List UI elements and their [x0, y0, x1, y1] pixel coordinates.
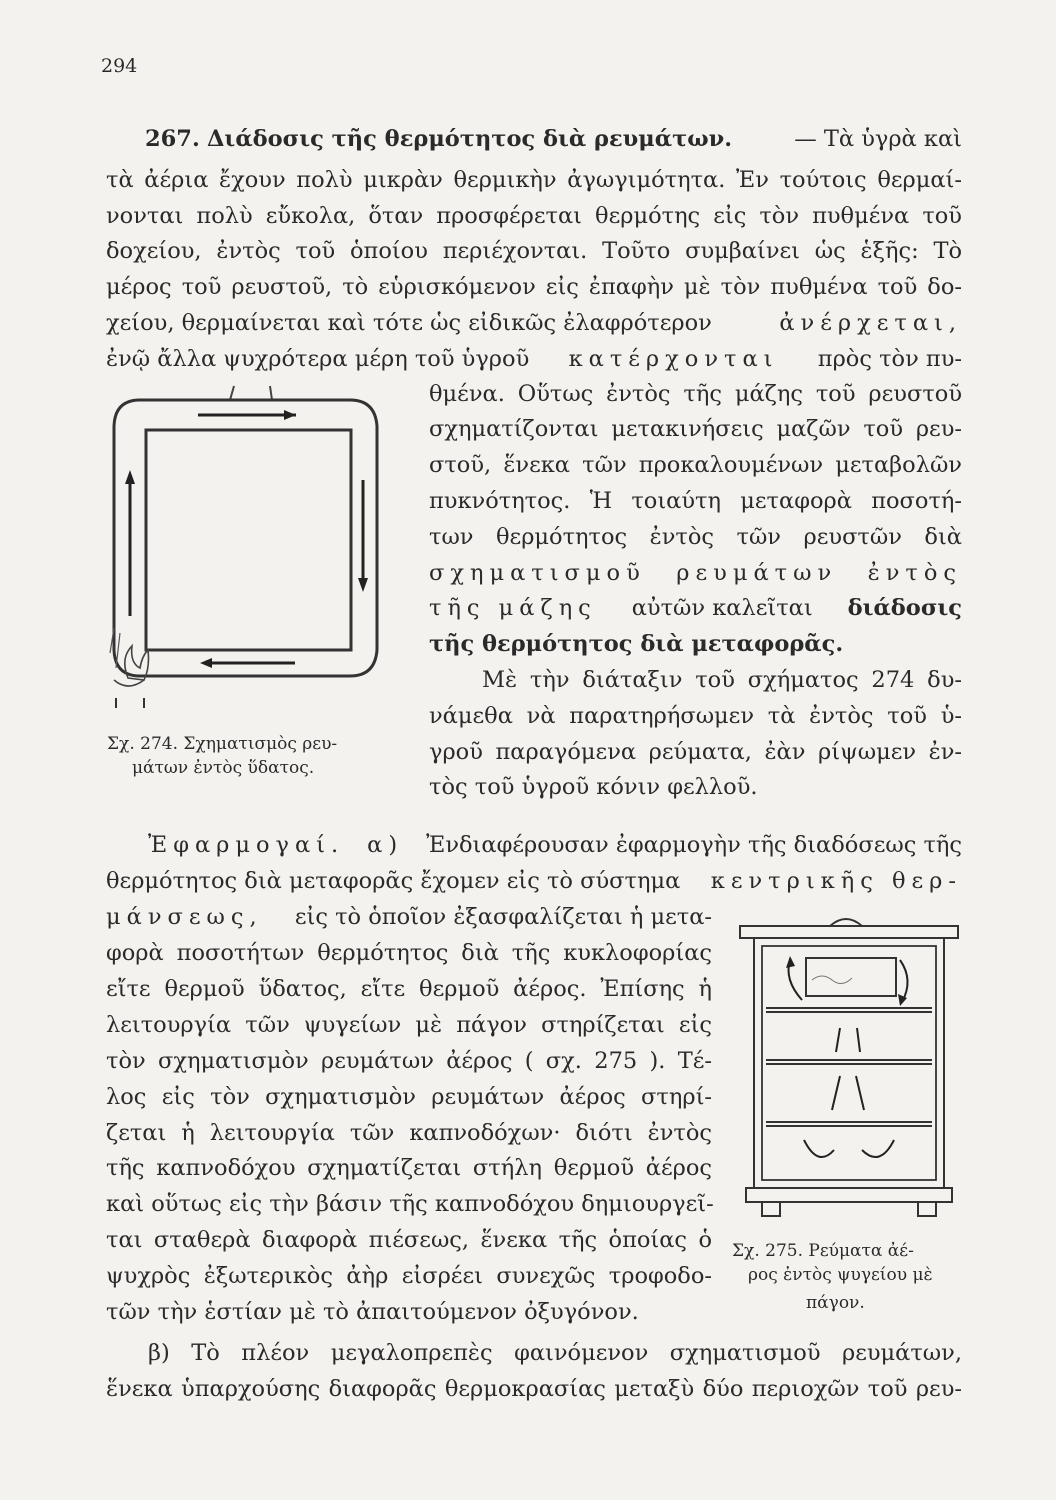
applications-line-8: λος εἰς τὸν σχηματισμὸν ρευμάτων ἀέρος στηρί- — [106, 1084, 712, 1110]
term-heat-convection: τῆς θερμότητος διὰ μεταφορᾶς. — [429, 631, 844, 657]
applications-line-10: τῆς καπνοδόχου σχηματίζεται στήλη θερμοῦ ἀέρος — [106, 1155, 712, 1181]
para2-line-1: θμένα. Οὕτως ἐντὸς τῆς μάζης τοῦ ρευστοῦ — [429, 381, 962, 407]
para1-line-6-text: ἐνῷ ἄλλα ψυχρότερα μέρη τοῦ ὑγροῦ — [106, 346, 530, 372]
applications-line-3-text: εἰς τὸ ὁποῖον ἐξασφαλίζεται ἡ μετα- — [294, 904, 712, 930]
para1-line-3: δοχείου, ἐντὸς τοῦ ὁποίου περιέχονται. Τοῦτο συμβαίνει ὡς ἑξῆς: Τὸ — [106, 238, 962, 264]
figure-275-caption-1: Σχ. 275. Ρεύματα ἀέ- — [732, 1241, 914, 1261]
para2-line-3: στοῦ, ἕνεκα τῶν προκαλουμένων μεταβολῶν — [429, 452, 962, 478]
para1-line-6 — [106, 344, 962, 374]
para3-line-1: Μὲ τὴν διάταξιν τοῦ σχήματος 274 δυ- — [482, 667, 962, 693]
para1-line-5 — [106, 308, 962, 338]
applications-line-6: λειτουργία τῶν ψυγείων μὲ πάγον στηρίζεται εἰς — [106, 1012, 712, 1038]
para2-line-7 — [429, 593, 962, 623]
figure-274-caption-1: Σχ. 274. Σχηματισμὸς ρευ- — [107, 734, 338, 754]
para1-line-2: νονται πολὺ εὔκολα, ὅταν προσφέρεται θερμότης εἰς τὸν πυθμένα τοῦ — [106, 203, 962, 229]
figure-275-caption-2: ρος ἐντὸς ψυγείου μὲ — [748, 1265, 933, 1285]
applications-line-14: τῶν τὴν ἑστίαν μὲ τὸ ἀπαιτούμενον ὀξυγόνον. — [106, 1299, 639, 1325]
section-number: 267. — [145, 126, 200, 152]
applications-heading: Ἐφαρμογαί. — [148, 832, 345, 858]
para1-line-6-spaced: κατέρχονται — [568, 346, 779, 372]
beta-line-2: ἕνεκα ὑπαρχούσης διαφορᾶς θερμοκρασίας μεταξὺ δύο περιοχῶν τοῦ ρευ- — [106, 1376, 962, 1402]
applications-line-2-spaced: κεντρικῆς θερ- — [710, 868, 962, 894]
applications-line-1 — [148, 830, 962, 860]
applications-line-3 — [106, 902, 712, 932]
applications-line-13: ψυχρὸς ἐξωτερικὸς ἀὴρ εἰσρέει συνεχῶς τροφοδο- — [106, 1263, 712, 1289]
term-diadosis: διάδοσις — [847, 595, 962, 621]
applications-line-12: ται σταθερὰ διαφορὰ πιέσεως, ἕνεκα τῆς ὁποίας ὁ — [106, 1227, 712, 1253]
para3-line-2: νάμεθα νὰ παρατηρήσωμεν τὰ ἐντὸς τοῦ ὑ- — [429, 703, 962, 729]
beta-line-1: β) Τὸ πλέον μεγαλοπρεπὲς φαινόμενον σχηματισμοῦ ρευμάτων, — [148, 1340, 962, 1366]
applications-line-2 — [106, 866, 962, 896]
para1-line-5-spaced: ἀνέρχεται, — [779, 310, 962, 336]
para2-line-4: πυκνότητος. Ἡ τοιαύτη μεταφορὰ ποσοτή- — [429, 488, 962, 514]
figure-275-caption-3: πάγον. — [806, 1293, 865, 1313]
applications-line-9: ζεται ἡ λειτουργία τῶν καπνοδόχων· διότι ἐντὸς — [106, 1120, 712, 1146]
figure-275-icebox-diagram — [732, 910, 964, 1218]
applications-line-4: φορὰ ποσοτήτων θερμότητος διὰ τῆς κυκλοφορίας — [106, 940, 712, 966]
figure-274-caption-2: μάτων ἐντὸς ὕδατος. — [132, 758, 315, 778]
para3-line-3: γροῦ παραγόμενα ρεύματα, ἐὰν ρίψωμεν ἐν- — [429, 739, 962, 765]
applications-line-3-spaced: μάνσεως, — [106, 904, 263, 930]
para2-line-7-text: αὐτῶν καλεῖται — [631, 595, 813, 621]
applications-line-11: καὶ οὕτως εἰς τὴν βάσιν τῆς καπνοδόχου δημιουργεῖ- — [106, 1191, 714, 1217]
para2-line-6: σχηματισμοῦ ρευμάτων ἐντὸς — [429, 560, 962, 586]
para2-line-5: των θερμότητος ἐντὸς τῶν ρευστῶν διὰ — [429, 524, 962, 550]
applications-line-1-text: Ἐνδιαφέρουσαν ἐφαρμογὴν τῆς διαδόσεως τῆς — [426, 832, 962, 858]
para1-line-5-text: χείου, θερμαίνεται καὶ τότε ὡς εἰδικῶς ἐλαφρότερον — [106, 310, 712, 336]
applications-line-2-text: θερμότητος διὰ μεταφορᾶς ἔχομεν εἰς τὸ σύστημα — [106, 868, 681, 894]
figure-274-convection-diagram — [100, 378, 390, 708]
applications-alpha: α) — [367, 832, 404, 858]
para1-line-1: τὰ ἀέρια ἔχουν πολὺ μικρὰν θερμικὴν ἀγωγιμότητα. Ἐν τούτοις θερμαί- — [106, 167, 962, 193]
section-lead: — Τὰ ὑγρὰ καὶ — [794, 126, 962, 152]
section-heading-line — [145, 124, 962, 154]
para3-line-4: τὸς τοῦ ὑγροῦ κόνιν φελλοῦ. — [429, 774, 758, 800]
applications-line-5: εἴτε θερμοῦ ὕδατος, εἴτε θερμοῦ ἀέρος. Ἐπίσης ἡ — [106, 976, 712, 1002]
section-title: Διάδοσις τῆς θερμότητος διὰ ρευμάτων. — [206, 126, 733, 152]
para1-line-4: μέρος τοῦ ρευστοῦ, τὸ εὑρισκόμενον εἰς ἐπαφὴν μὲ τὸν πυθμένα τοῦ δο- — [106, 274, 962, 300]
para2-line-2: σχηματίζονται μετακινήσεις μαζῶν τοῦ ρευ- — [429, 416, 962, 442]
page-number: 294 — [101, 55, 138, 77]
para1-line-6-end: πρὸς τὸν πυ- — [817, 346, 962, 372]
para2-line-7-spaced: τῆς μάζης — [429, 595, 597, 621]
applications-line-7: τὸν σχηματισμὸν ρευμάτων ἀέρος ( σχ. 275 ). Τέ- — [106, 1048, 712, 1074]
